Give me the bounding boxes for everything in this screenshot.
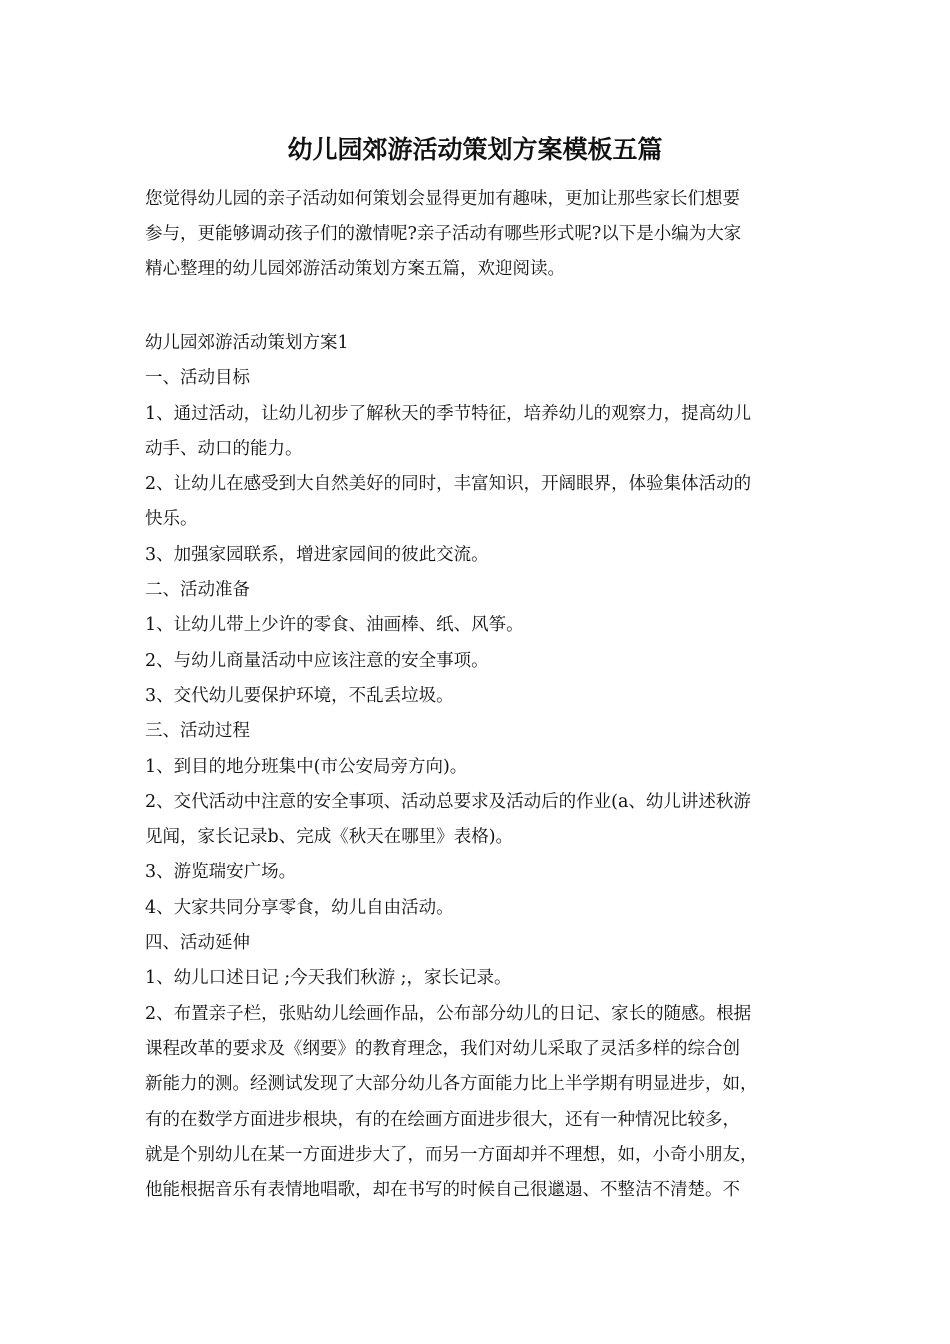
text-line: 新能力的测。经测试发现了大部分幼儿各方面能力比上半学期有明显进步，如， (145, 1074, 758, 1095)
text-line: 快乐。 (145, 509, 198, 530)
text-line: 3、游览瑞安广场。 (145, 862, 297, 883)
text-line: 1、幼儿口述日记 ;今天我们秋游 ;，家长记录。 (145, 968, 512, 989)
document-body (145, 326, 825, 1208)
text-line: 1、到目的地分班集中(市公安局旁方向)。 (145, 756, 468, 777)
text-line: 见闻，家长记录b、完成《秋天在哪里》表格)。 (145, 827, 514, 848)
text-line: 2、让幼儿在感受到大自然美好的同时，丰富知识，开阔眼界，体验集体活动的 (145, 474, 752, 495)
text-line: 2、交代活动中注意的安全事项、活动总要求及活动后的作业(a、幼儿讲述秋游 (145, 791, 751, 812)
intro-paragraph (145, 182, 810, 287)
text-line: 2、与幼儿商量活动中应该注意的安全事项。 (145, 650, 489, 671)
text-line: 1、通过活动，让幼儿初步了解秋天的季节特征，培养幼儿的观察力，提高幼儿 (145, 403, 752, 424)
text-line: 3、加强家园联系，增进家园间的彼此交流。 (145, 544, 489, 565)
text-line: 他能根据音乐有表情地唱歌，却在书写的时候自己很邋遢、不整洁不清楚。不 (145, 1180, 740, 1201)
text-line: 就是个别幼儿在某一方面进步大了，而另一方面却并不理想，如，小奇小朋友， (145, 1144, 758, 1165)
subsection-heading: 三、活动过程 (145, 721, 250, 742)
text-line: 1、让幼儿带上少许的零食、油画棒、纸、风筝。 (145, 615, 524, 636)
subsection-heading: 一、活动目标 (145, 368, 250, 389)
text-line: 课程改革的要求及《纲要》的教育理念，我们对幼儿采取了灵活多样的综合创 (145, 1038, 740, 1059)
section-heading: 幼儿园郊游活动策划方案1 (145, 333, 349, 353)
text-line: 动手、动口的能力。 (145, 438, 303, 459)
text-line: 2、布置亲子栏，张贴幼儿绘画作品，公布部分幼儿的日记、家长的随感。根据 (145, 1003, 752, 1024)
text-line: 有的在数学方面进步根块，有的在绘画方面进步很大，还有一种情况比较多， (145, 1109, 740, 1130)
intro-line: 您觉得幼儿园的亲子活动如何策划会显得更加有趣味，更加让那些家长们想要 (145, 189, 740, 209)
text-line: 4、大家共同分享零食，幼儿自由活动。 (145, 897, 454, 918)
intro-line: 参与，更能够调动孩子们的激情呢?亲子活动有哪些形式呢?以下是小编为大家 (145, 224, 742, 244)
subsection-heading: 二、活动准备 (145, 580, 250, 601)
subsection-heading: 四、活动延伸 (145, 933, 250, 954)
text-line: 3、交代幼儿要保护环境，不乱丢垃圾。 (145, 685, 454, 706)
document-title: 幼儿园郊游活动策划方案模板五篇 (287, 135, 663, 164)
intro-line: 精心整理的幼儿园郊游活动策划方案五篇，欢迎阅读。 (145, 259, 565, 279)
